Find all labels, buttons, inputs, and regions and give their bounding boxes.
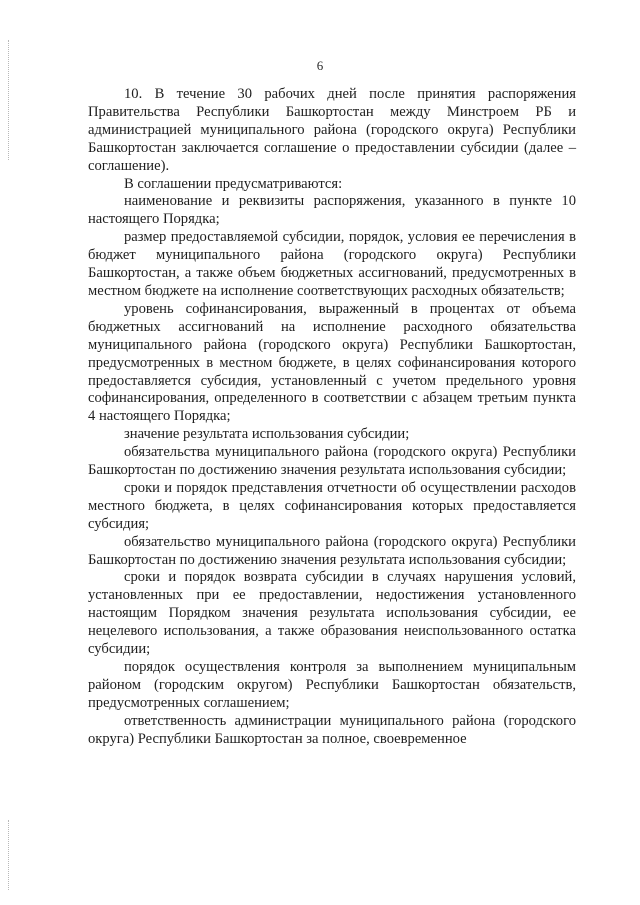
paragraph-cofinancing-level: уровень софинансирования, выраженный в процентах от объема бюджетных ассигнований на исполнение расходного обязательства муниципального района (городского округа) Республики Башкортостан, предусмотренных в местном бюджете, в целях софинансирования которого предоставляется субсидия, установленный с учетом предельного уровня софинансирования, определенного в соответствии с абзацем третьим пункта 4 настоящего Порядка; <box>88 300 576 425</box>
paragraph-result-value: значение результата использования субсидии; <box>124 426 410 443</box>
document-body <box>88 86 576 749</box>
paragraph-obligations: обязательства муниципального района (городского округа) Республики Башкортостан по достижению значения результата использования субсидии; <box>88 444 576 479</box>
paragraph-agreement-intro: В соглашении предусматриваются: <box>124 175 343 192</box>
paragraph-order-details: наименование и реквизиты распоряжения, указанного в пункте 10 настоящего Порядка; <box>88 193 576 228</box>
page-number: 6 <box>316 58 324 73</box>
paragraph-refund: сроки и порядок возврата субсидии в случаях нарушения условий, установленных при ее предоставлении, недостижения установленного настоящим Порядком значения результата использования субсидии, ее нецелевого использования, а также образования неиспользованного остатка субсидии; <box>88 569 576 658</box>
paragraph-reporting: сроки и порядок представления отчетности об осуществлении расходов местного бюджета, в целях софинансирования которых предоставляется субсидия; <box>88 479 576 532</box>
scan-margin-mark <box>8 820 10 890</box>
paragraph-subsidy-amount: размер предоставляемой субсидии, порядок, условия ее перечисления в бюджет муниципального района (городского округа) Республики Башкортостан, а также объем бюджетных ассигнований, предусмотренных в местном бюджете на исполнение соответствующих расходных обязательств; <box>88 229 576 299</box>
paragraph-responsibility: ответственность администрации муниципального района (городского округа) Республики Башкортостан за полное, своевременное <box>88 712 576 747</box>
paragraph-control: порядок осуществления контроля за выполнением муниципальным районом (городским округом) Республики Башкортостан обязательств, предусмотренных соглашением; <box>88 659 576 711</box>
paragraph-obligation: обязательство муниципального района (городского округа) Республики Башкортостан по достижению значения результата использования субсидии; <box>88 533 576 568</box>
paragraph-clause-10: 10. В течение 30 рабочих дней после принятия распоряжения Правительства Республики Башкортостан между Минстроем РБ и администрацией муниципального района (городского округа) Республики Башкортостан заключается соглашение о предоставлении субсидии (далее – соглашение). <box>88 86 576 174</box>
